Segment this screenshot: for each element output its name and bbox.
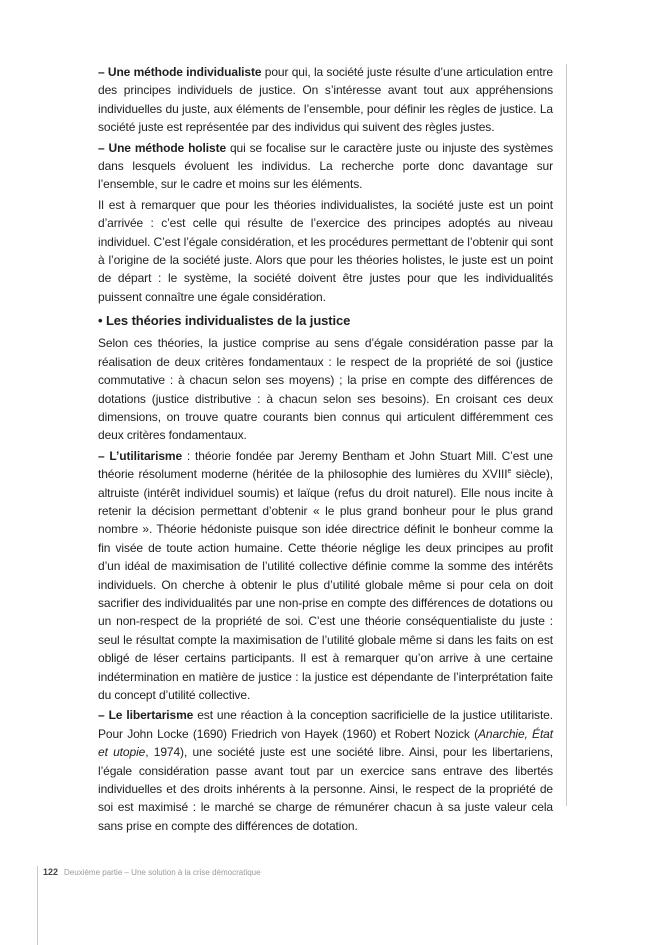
margin-rule bbox=[566, 64, 567, 806]
paragraph-utilitarianism: – L’utilitarisme : théorie fondée par Jeremy Bentham et John Stuart Mill. C’est une théorie résolument moderne (héritée de la philosophie des lumières du XVIIIe siècle), altruiste (intérêt individuel soumis) et laïque (refus du droit naturel). Elle nous incite à retenir la décision permettant d’obtenir « le plus grand bonheur pour le plus grand nombre ». Théorie hédoniste puisque son idée directrice définit le bonheur comme la fin visée de toute action humaine. Cette théorie néglige les deux principes au profit d’un idéal de maximisation de l’utilité collective définie comme la somme des intérêts individuels. On cherche à obtenir le plus d’utilité globale même si pour cela on doit sacrifier des individualités par une non-prise en compte des différences de dotations ou un non-respect de la propriété de soi. C’est une théorie conséquentialiste du juste : seul le résultat compte la maximisation de l’utilité globale même si dans les faits on est obligé de léser certains participants. Il est à remarquer qu’on arrive à une certaine indétermination en matière de justice : la justice est dépendante de l’interprétation faite du concept d’utilité collective. bbox=[98, 448, 554, 702]
term-libertarianism: – Le libertarisme bbox=[98, 708, 194, 723]
page-body bbox=[98, 63, 553, 835]
paragraph-libertarianism: – Le libertarisme est une réaction à la conception sacrificielle de la justice utilitariste. Pour John Locke (1690) Friedrich von Hayek (1960) et Robert Nozick (Anarchie, État et utopie, 1974), une société juste est une société libre. Ainsi, pour les libertariens, l’égale considération passe avant tout par un exercice sans entrave des libertés individuelles et des droits inhérents à la personne. Ainsi, le respect de la propriété de soi est maximisé : le marché se charge de rémunérer chacun à sa juste valeur cela sans prise en compte des différences de dotation. bbox=[98, 708, 553, 833]
section-heading: • Les théories individualistes de la justice bbox=[98, 313, 351, 329]
running-title: Deuxième partie – Une solution à la crise démocratique bbox=[64, 868, 261, 877]
page-number: 122 bbox=[43, 867, 59, 877]
footer-rule bbox=[37, 866, 38, 945]
term-individualist-method: – Une méthode individualiste bbox=[98, 65, 262, 79]
term-utilitarianism: – L’utilitarisme bbox=[98, 448, 183, 463]
term-holist-method: – Une méthode holiste bbox=[98, 140, 227, 155]
page-footer bbox=[43, 867, 261, 877]
book-title: Anarchie, État et utopie bbox=[98, 726, 553, 760]
paragraph-remark: Il est à remarquer que pour les théories individualistes, la société juste est un point d’arrivée : c’est celle qui résulte de l’exercice des principes adoptés au niveau individuel. C’est l’égale considération, et les procédures permettant de l’obtenir qui sont à l’origine de la société juste. Alors que pour les théories holistes, le juste est un point de départ : le système, la société doivent être justes pour que les individualités puissent connaître une égale considération. bbox=[98, 197, 553, 304]
paragraph-individualist-method: – Une méthode individualiste pour qui, la société juste résulte d’une articulation entre des principes individuels de justice. On s’intéresse avant tout aux appréhensions individuelles du juste, aux éléments de l’ensemble, pour définir les règles de justice. La société juste est représentée par des individus qui suivent des règles justes. bbox=[98, 65, 554, 135]
paragraph-holist-method: – Une méthode holiste qui se focalise sur le caractère juste ou injuste des systèmes dans lesquels évoluent les individus. La recherche porte donc davantage sur l’ensemble, sur le cadre et moins sur les éléments. bbox=[98, 140, 553, 192]
paragraph-criteria: Selon ces théories, la justice comprise au sens d’égale considération passe par la réalisation de deux critères fondamentaux : le respect de la propriété de soi (justice commutative : à chacun selon ses moyens) ; la prise en compte des différences de dotations (justice distributive : à chacun selon ses besoins). En croisant ces deux dimensions, on trouve quatre courants bien connus qui articulent différemment ces deux critères fondamentaux. bbox=[98, 336, 553, 443]
